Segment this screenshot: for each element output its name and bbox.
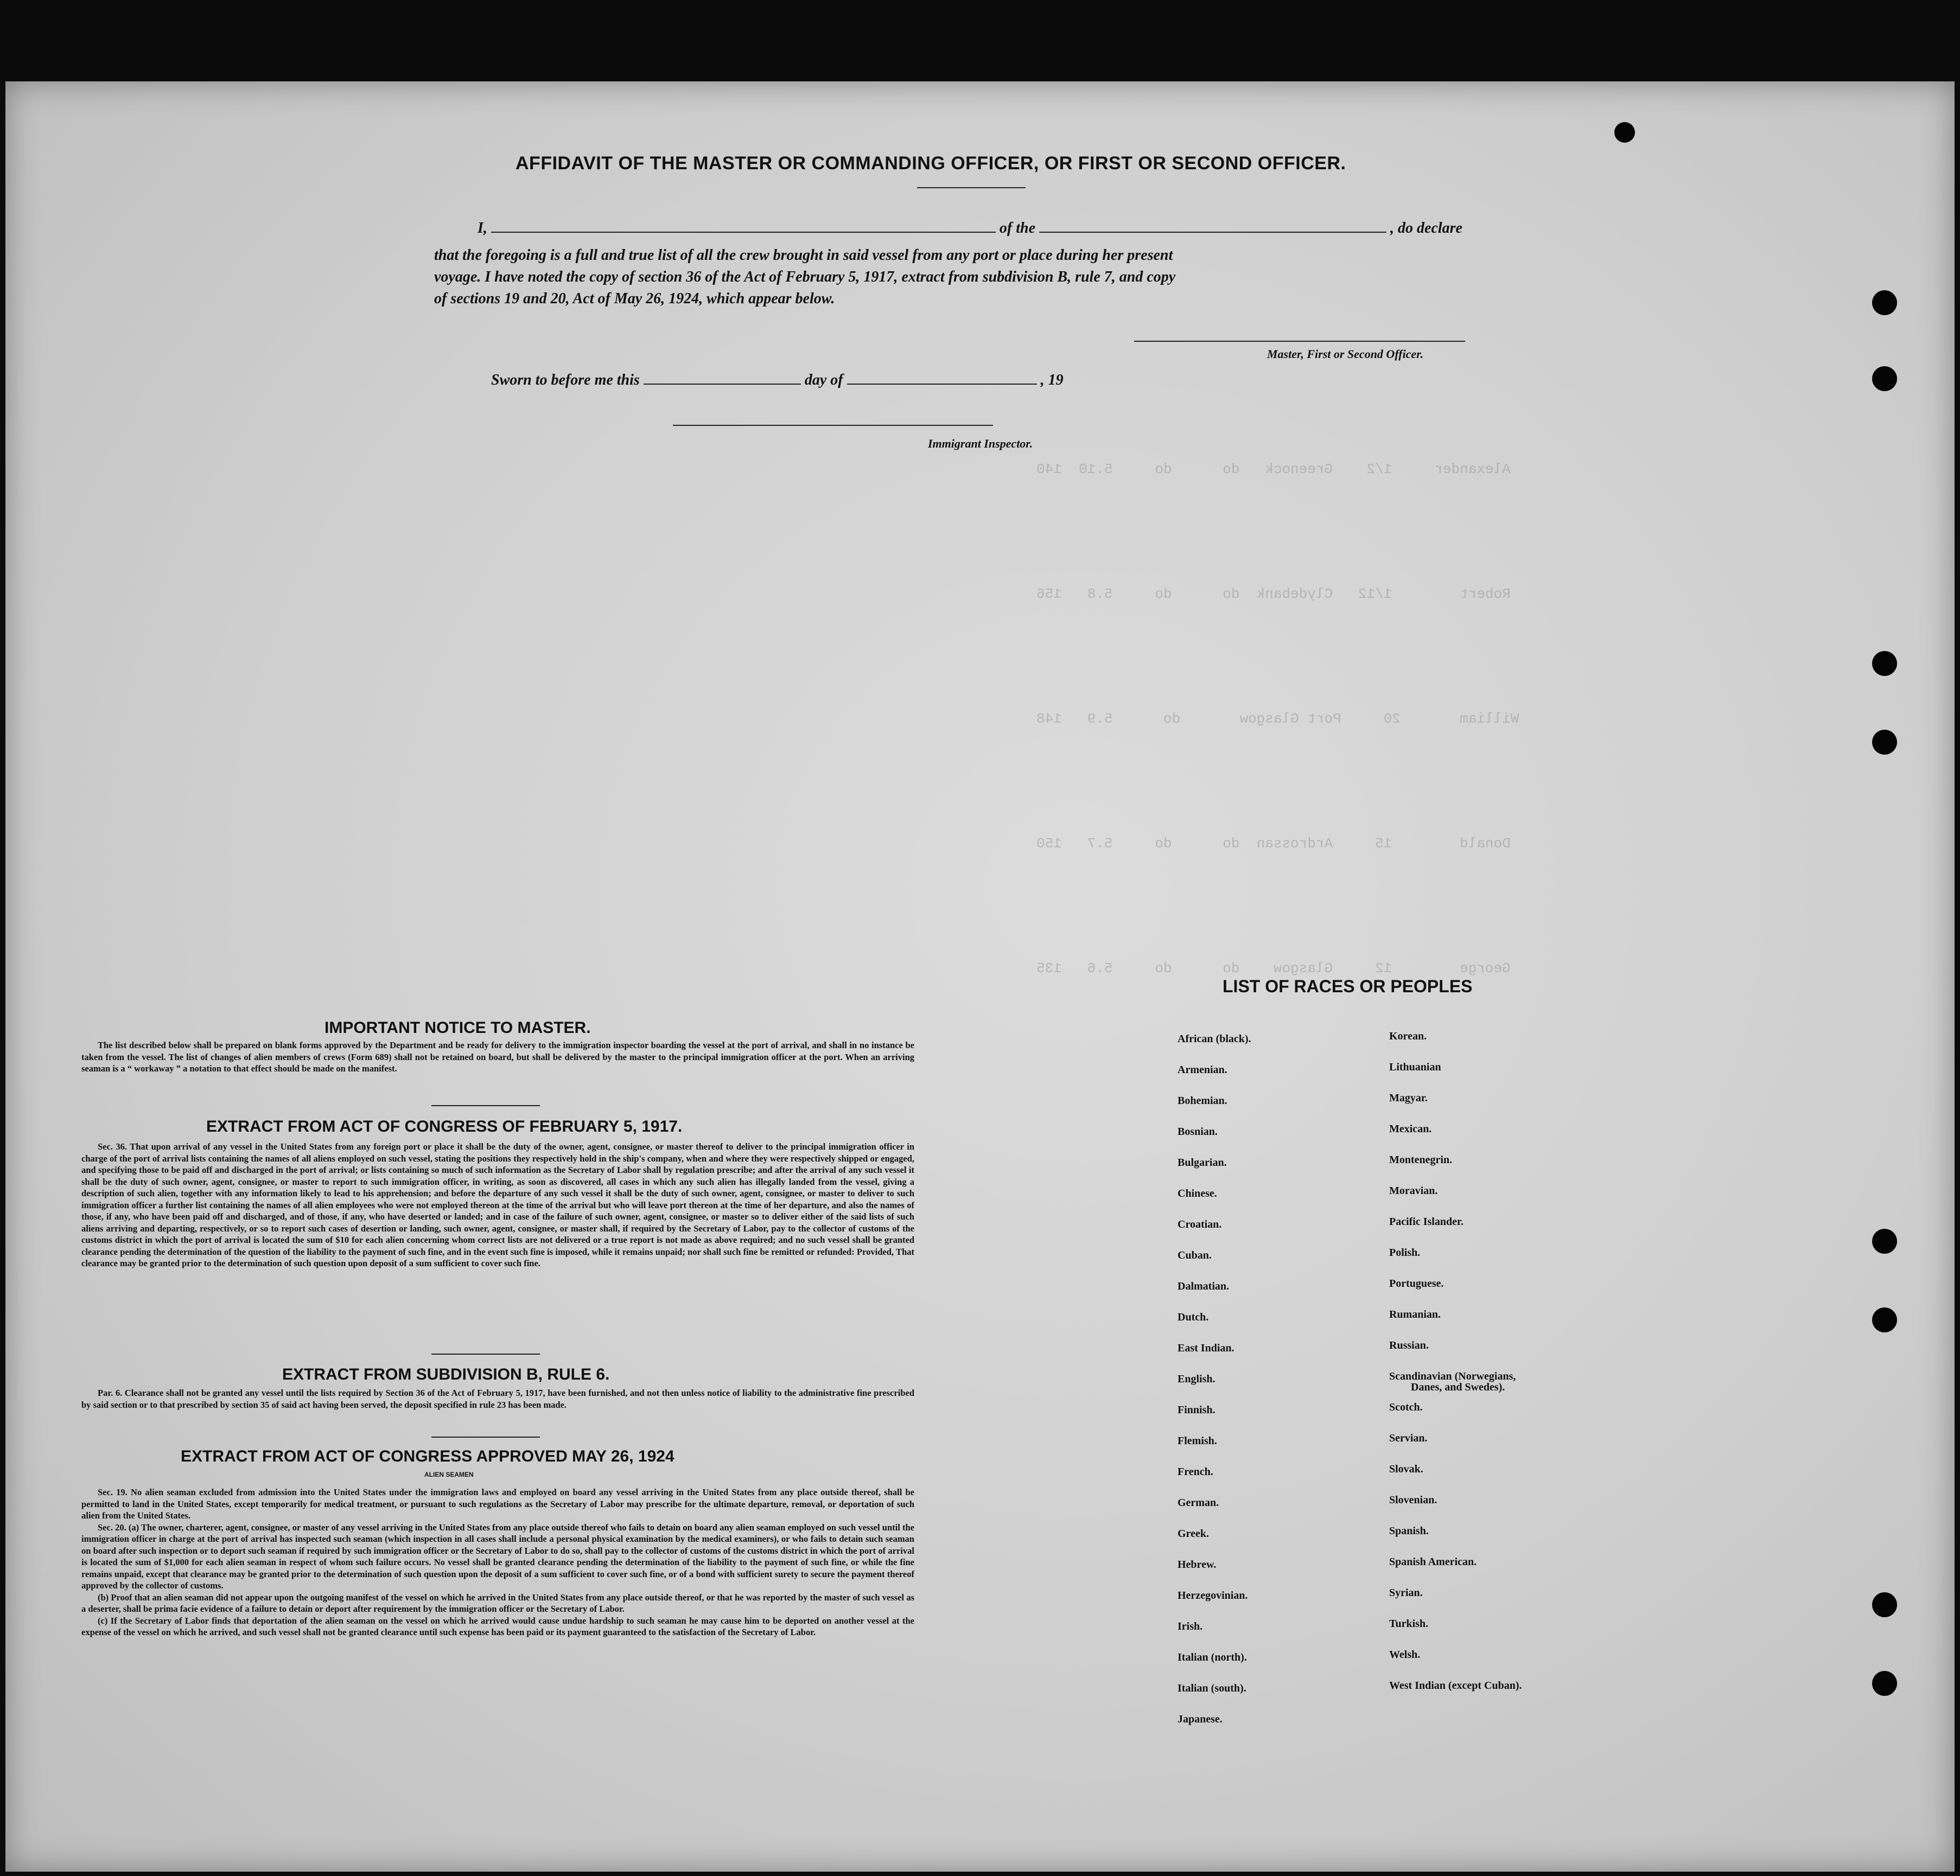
race-item: Dutch. <box>1178 1311 1209 1323</box>
race-item: Russian. <box>1389 1339 1429 1351</box>
race-item-line: Scandinavian (Norwegians, <box>1389 1370 1516 1382</box>
race-item: Korean. <box>1389 1030 1427 1042</box>
punch-hole <box>1872 1307 1897 1332</box>
race-item: Herzegovinian. <box>1178 1590 1248 1601</box>
race-item: Flemish. <box>1178 1435 1217 1447</box>
bleed-through-text: Donald 15 Ardrossan do do 5.7 150 <box>1036 835 1511 852</box>
day-of-label: day of <box>804 372 843 388</box>
race-item: Italian (north). <box>1178 1651 1247 1663</box>
race-item: Scotch. <box>1389 1401 1423 1413</box>
title-underline <box>917 187 1026 188</box>
race-item: Bosnian. <box>1178 1126 1218 1138</box>
notice-text: The list described below shall be prepared on blank forms approved by the Department and be ready for delivery to the immigration inspector boarding the vessel at the port of arrival, and shall in no instance be taken from the vessel. The list of changes of alien members of crews (Form 689) shall not be retained on board, but shall be delivered by the master to the principal immigration officer at the port. When an arriving seaman is a “ workaway ” a notation to that effect should be made on the manifest. <box>81 1040 914 1074</box>
race-item: Bulgarian. <box>1178 1157 1227 1169</box>
do-declare-label: , do declare <box>1390 220 1462 237</box>
sworn-blank-field[interactable] <box>644 384 801 385</box>
race-item: Turkish. <box>1389 1618 1429 1630</box>
race-item: East Indian. <box>1178 1342 1234 1354</box>
race-item: Mexican. <box>1389 1123 1432 1135</box>
subdivision-b-title: EXTRACT FROM SUBDIVISION B, RULE 6. <box>282 1365 610 1383</box>
vessel-name-field[interactable] <box>1039 232 1386 233</box>
race-item: Dalmatian. <box>1178 1280 1229 1292</box>
race-item: Slovak. <box>1389 1463 1423 1475</box>
race-item: Lithuanian <box>1389 1061 1441 1073</box>
race-item: Welsh. <box>1389 1649 1421 1661</box>
race-item: Slovenian. <box>1389 1494 1437 1506</box>
race-item: English. <box>1178 1373 1216 1385</box>
race-item: Cuban. <box>1178 1249 1212 1261</box>
declarant-prefix: I, <box>478 220 487 237</box>
master-signature-line[interactable] <box>1134 341 1465 342</box>
punch-hole <box>1872 1671 1897 1696</box>
extract-1924-body <box>81 1486 914 1638</box>
section-36-text: Sec. 36. That upon arrival of any vessel in the United States from any foreign port or place it shall be the duty of the owner, agent, consignee, or master thereof to deliver to the principal immigration officer in charge of the port of arrival lists containing the names of all aliens employed on such vessel, stating the positions they respectively hold in the ship's company, when and where they were respectively shipped or engaged, and specifying those to be paid off and discharged in the port of arrival; or lists containing so much of such information as the Secretary of Labor shall by regulation prescribe; and after the arrival of any such vessel it shall be the duty of such owner, agent, consignee, or master to report to such immigration officer, in writing, as soon as discovered, all cases in which any such alien has illegally landed from the vessel, giving a description of such alien, together with any information likely to lead to his apprehension; and before the departure of any such vessel it shall be the duty of such owner, agent, consignee, or master to deliver to such immigration officer a further list containing the names of all alien employees who were not employed thereon at the time of the arrival but who will leave port thereon at the time of her departure, and also the names of those, if any, who have been paid off and discharged, and of those, if any, who have deserted or landed; and in case of the failure of such owner, agent, consignee, or master so to deliver either of the said lists of such aliens arriving and departing, respectively, or so to report such cases of desertion or landing, such owner, agent, consignee, or master shall, if required by the Secretary of Labor, pay to the collector of customs of the customs district in which the port of arrival is located the sum of $10 for each alien concerning whom correct lists are not delivered or a true report is not made as above required; and no such vessel shall be granted clearance pending the determination of the question of the liability to the payment of such fine, and in the event such fine is imposed, while it remains unpaid; nor shall such fine be remitted or refunded: Provided, That clearance may be granted prior to the determination of such question upon deposit of a sum sufficient to cover such fine. <box>81 1141 914 1268</box>
bleed-through-text: Robert 1/12 Clydebank do do 5.8 156 <box>1036 586 1511 602</box>
extract-1917-title: EXTRACT FROM ACT OF CONGRESS OF FEBRUARY 5, 1917. <box>206 1118 683 1135</box>
punch-hole <box>1872 1592 1897 1617</box>
race-item: German. <box>1178 1497 1219 1509</box>
races-right-column <box>1389 1031 1522 1711</box>
sec-20a-text: Sec. 20. (a) The owner, charterer, agent, consignee, or master of any vessel arriving in the United States from any place outside thereof who fails to detain on board any alien seaman employed on such vessel until the immigration officer in charge at the port of arrival has inspected such seaman (which inspection in all cases shall include a personal physical examination by the medical examiners), or who fails to detain such seaman on board after such inspection or to deport such seaman if required by such immigration officer or the Secretary of Labor to do so, shall pay to the collector of customs of the customs district in which the port of arrival is located the sum of $1,000 for each alien seaman in respect of whom such failure occurs. No vessel shall be granted clearance pending the determination of the liability to the payment of such fine, or while the fine remains unpaid, except that clearance may be granted prior to the determination of such question upon the deposit of a sum sufficient to cover such fine, or of a bond with sufficient surety to secure the payment thereof approved by the collector of customs. <box>81 1522 914 1591</box>
par-6-text: Par. 6. Clearance shall not be granted any vessel until the lists required by Section 36 of the Act of February 5, 1917, have been furnished, and not then unless notice of liability to the administrative fine prescribed by said section or to that prescribed by section 35 of said act having been served, the deposit specified in rule 23 has been made. <box>81 1388 914 1410</box>
race-item: West Indian (except Cuban). <box>1389 1680 1522 1692</box>
race-item: Spanish American. <box>1389 1556 1477 1568</box>
affidavit-title: AFFIDAVIT OF THE MASTER OR COMMANDING OFFICER, OR FIRST OR SECOND OFFICER. <box>516 153 1346 174</box>
race-item <box>1389 1371 1522 1402</box>
sec-20b-text: (b) Proof that an alien seaman did not appear upon the outgoing manifest of the vessel on which he arrived in the United States from any place outside thereof, or that he was reported by the master of such vessel as a deserter, shall be prima facie evidence of a failure to detain or deport after requirement by the immigration officer or the Secretary of Labor. <box>81 1592 914 1614</box>
race-item: Moravian. <box>1389 1185 1438 1197</box>
races-title: LIST OF RACES OR PEOPLES <box>1223 977 1473 996</box>
section-divider <box>431 1354 540 1355</box>
bleed-through-text: Alexander 1/2 Greenock do do 5.10 140 <box>1036 461 1511 477</box>
race-item: Armenian. <box>1178 1064 1227 1076</box>
punch-hole <box>1614 122 1635 143</box>
race-item: Montenegrin. <box>1389 1154 1453 1166</box>
race-item: French. <box>1178 1466 1213 1478</box>
race-item: Irish. <box>1178 1620 1203 1632</box>
year-prefix: , 19 <box>1040 372 1064 388</box>
sec-20c-text: (c) If the Secretary of Labor finds that deportation of the alien seaman on the vessel on which he arrived would cause undue hardship to such seaman he may cause him to be deported on another vessel at the expense of the vessel on which he arrived, and such vessel shall not be granted clearance until such expense has been paid or its payment guaranteed to the satisfaction of the Secretary of Labor. <box>81 1615 914 1637</box>
sworn-label: Sworn to before me this <box>491 372 640 388</box>
affidavit-line-1 <box>478 220 1462 237</box>
section-divider <box>431 1437 540 1438</box>
race-item: Finnish. <box>1178 1404 1216 1416</box>
subdivision-b-body <box>81 1387 914 1411</box>
race-item: Croatian. <box>1178 1218 1222 1230</box>
affidavit-line-3: voyage. I have noted the copy of section 36 of the Act of February 5, 1917, extract from subdivision B, rule 7, and copy <box>434 269 1176 285</box>
race-item: Hebrew. <box>1178 1559 1217 1571</box>
punch-hole <box>1872 290 1897 315</box>
punch-hole <box>1872 651 1897 676</box>
month-field[interactable] <box>847 384 1037 385</box>
inspector-signature-label: Immigrant Inspector. <box>928 437 1033 450</box>
race-item: Servian. <box>1389 1432 1428 1444</box>
race-item: Pacific Islander. <box>1389 1216 1464 1228</box>
race-item: Polish. <box>1389 1247 1421 1259</box>
affidavit-line-4: of sections 19 and 20, Act of May 26, 1924, which appear below. <box>434 290 835 307</box>
extract-1917-body <box>81 1141 914 1269</box>
sec-19-text: Sec. 19. No alien seaman excluded from admission into the United States under the immigration laws and employed on board any vessel arriving in the United States from any place outside thereof, shall be permitted to land in the United States, except temporarily for medical treatment, or pursuant to such regulations as the Secretary of Labor may prescribe for the ultimate departure, removal, or deportation of such alien from the United States. <box>81 1487 914 1521</box>
of-the-label: of the <box>999 220 1036 237</box>
race-item: Magyar. <box>1389 1092 1428 1104</box>
affidavit-line-2: that the foregoing is a full and true list of all the crew brought in said vessel from any port or place during her present <box>434 247 1173 264</box>
extract-1924-title: EXTRACT FROM ACT OF CONGRESS APPROVED MAY 26, 1924 <box>181 1447 674 1465</box>
race-item: Chinese. <box>1178 1188 1217 1199</box>
bleed-through-text: George 12 Glasgow do do 5.6 135 <box>1036 960 1511 977</box>
races-left-column <box>1178 1033 1251 1745</box>
inspector-signature-line[interactable] <box>673 425 993 426</box>
master-signature-label: Master, First or Second Officer. <box>1267 347 1424 361</box>
punch-hole <box>1872 366 1897 391</box>
notice-body <box>81 1039 914 1075</box>
punch-hole <box>1872 730 1897 755</box>
race-item: Italian (south). <box>1178 1682 1246 1694</box>
punch-hole <box>1872 1229 1897 1254</box>
bleed-through-text: William 20 Port Glasgow do 5.9 148 <box>1036 711 1519 727</box>
declarant-name-field[interactable] <box>491 232 996 233</box>
race-item: Portuguese. <box>1389 1278 1444 1290</box>
race-item-line: Danes, and Swedes). <box>1411 1381 1505 1393</box>
section-divider <box>431 1105 540 1106</box>
race-item: Rumanian. <box>1389 1309 1441 1320</box>
race-item: Syrian. <box>1389 1587 1423 1599</box>
sworn-line <box>491 372 1064 389</box>
notice-title: IMPORTANT NOTICE TO MASTER. <box>324 1019 591 1037</box>
alien-seamen-heading: ALIEN SEAMEN <box>424 1471 474 1478</box>
race-item: Greek. <box>1178 1528 1209 1540</box>
race-item: Spanish. <box>1389 1525 1429 1537</box>
race-item: African (black). <box>1178 1033 1251 1045</box>
race-item: Japanese. <box>1178 1713 1223 1725</box>
race-item: Bohemian. <box>1178 1095 1227 1107</box>
